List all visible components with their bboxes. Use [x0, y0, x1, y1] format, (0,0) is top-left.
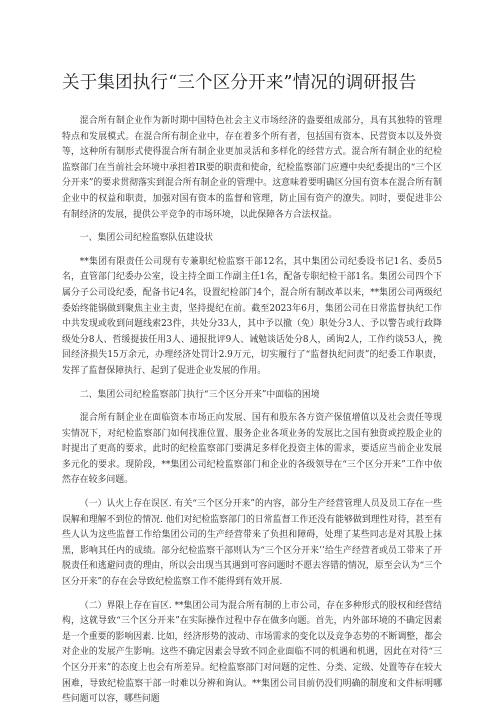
- section-2-paragraph: 混合所有制企业在面临资本市场正向发展、国有和股东各方资产保值增值以及社会责任等现实情况下，对纪检监察部门如何找准位置、服务企业各项业务的发展比之国有独资或控股企业的时提出了更高的要求，此时的纪检监察部门要满足多样化投资主体的需求，要适应当前企业发展多元化的要求。现阶段，**集团公司纪检监察部门和企业的各级领导在“三个区分开来”工作中依然存在较多问题。: [62, 413, 442, 486]
- intro-paragraph: 混合所有制企业作为新时期中国特色社会主义市场经济的盎要组成部分，具有其独特的管理特点和发展模式。在混合所有制企业中，存在着多个所有者，包括国有资本、民营资本以及外资等，这种所有制形式使得混合所有制企业更加灵活和多样化的经营方式。混合所有制企业的纪检监察部门在当前社会环境中承担着IR要的职责和使命，纪检监察部门应遵中央纪委提出的“三个区分开来”的要求贯彻落实到混合所有制企业的管理中。这意味着要明确区分国有资本在混合所有制企业中的权益和职责，加强对国有资本的监督和管理，防止国有资产的潦失。同时，要促进非公有制经济的发展，提供公平竞争的市场环境，以此保障各方合法权益。: [62, 116, 442, 220]
- point-1-paragraph: （一）认火上存在误区. 有关“三个区分开来”的内容，部分生产经营管理人员及员工存在一些误解和理解不到位的情况. 他们对纪检监察部门的日常监督工作还没有能够做到理性对待，甚至有些人认为这些监督工作给集团公司的生产经营带来了负担和障碍，处理了某些同志是对其股上抹黑，影响其任内的成绩。部分纪检监察干部则认为“三个区分开来’’给生产经营者或员工带来了开脱责任和逃避问责的理由，所以会出现当其遇到可容问题时不愿去容错的情况，原至会认为“三个区分开来”的存在会导致纪检监察工作不能得到有效开展.: [62, 499, 442, 588]
- section-heading-2: 二、集团公司纪检监察部门执行“三个区分开来”中面临的困境: [79, 389, 320, 400]
- section-1-paragraph: **集团有限责任公司现有专兼职纪检监察干部12名，其中集团公司纪委设书记1名、委员5名，直管部门纪委办公室，设主持全面工作副主任1名，配备专职纪检干部1名。集团公司四个下属分子公司设纪委，配备书记4名，设置纪检部门4个，混合所有制改革以来，**集团公司两级纪委始终能锅做到聚焦主业主责，坚持提纪在前。截至2023年6月，集团公司在日常监督执纪工作中共发现或收到问题线索23件，共处分33人，其中予以撤（免）职处分3人、予以警告或行政降级处分8人、哲缓提拔任用3人、通报批评9人、诫勉谈话处分8人，函询2人，工作约谈53人，挽回经济损失15万余元，办理经济处罚计2.9万元，切实履行了“监督执纪问责”的纪委工作职责，发挥了监督保障执行、起到了促进企业发展的作用。: [62, 256, 442, 376]
- page-title: 关于集团执行“三个区分开来”情况的调研报告: [62, 73, 417, 93]
- section-heading-1: 一、集团公司纪检监察队伍建设状: [79, 233, 213, 244]
- point-2-paragraph: （二）界限上存在盲区. **集团公司为混合所有制的上市公司，存在多种形式的股权和经营结构，这就导致“三个区分开来”在实际操作过程中存在做多向题。首先，内外部环境的不确定因素是一个重要的影响因素. 比如，经济形势的波动、市场需求的变化以及竞争态势的不断调整，都会对企业的发展产生影响。这些不确定因素会导致不同企业面临不同的机遇和机遇，因此在对待“三个区分开来”的态度上也会有所差异。纪检监察部门对问题的定性、分类、定级、处置等存在较大困难，导致纪检监察干部一时难以分辨和询认。**集团公司目前仍没们明确的制度和文件标明哪些问题可以容，哪些问题: [62, 600, 442, 705]
